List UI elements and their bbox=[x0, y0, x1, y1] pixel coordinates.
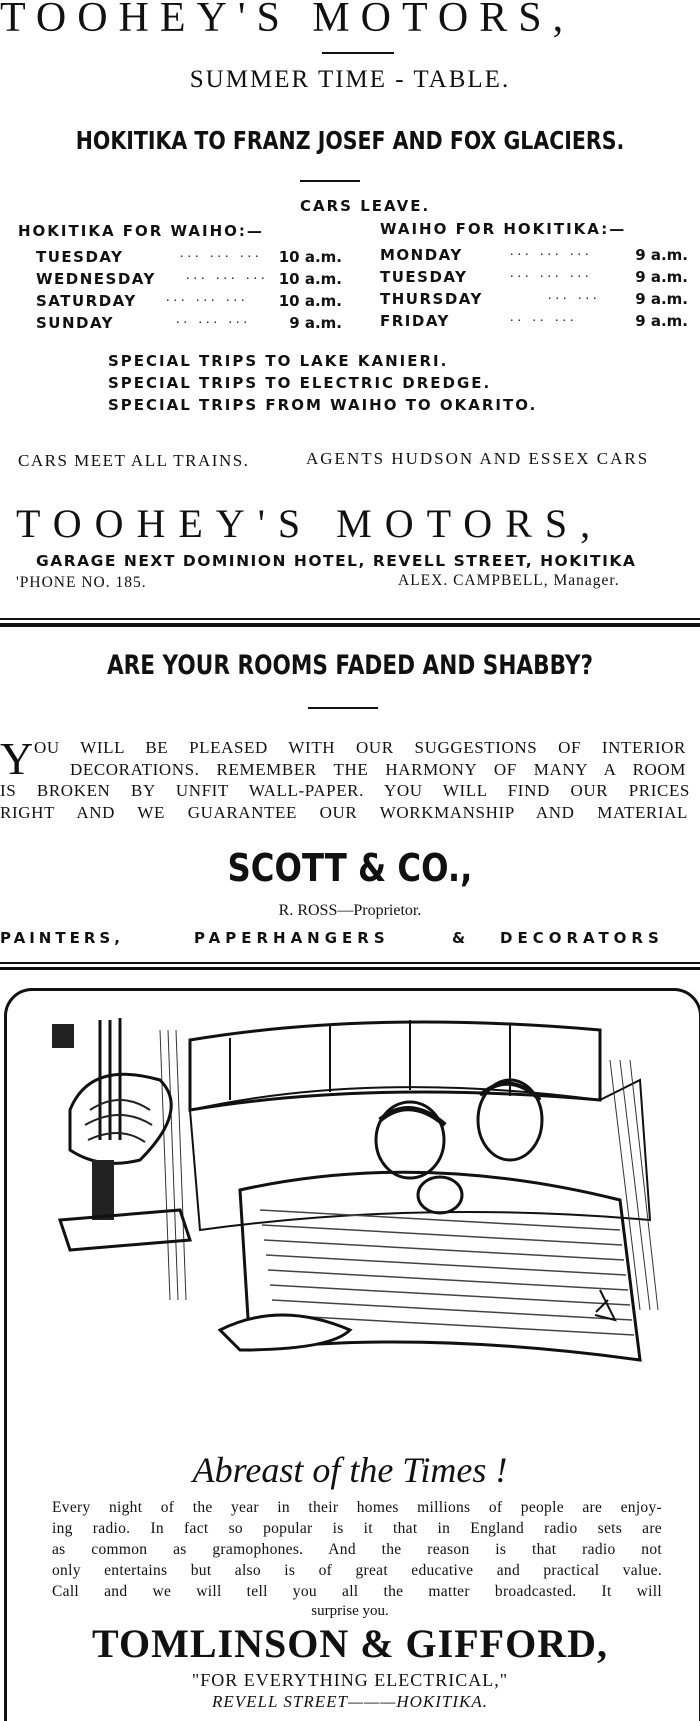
timetable-day: WEDNESDAY bbox=[36, 270, 156, 288]
section-divider bbox=[0, 618, 700, 620]
leader-dots: ... ... ... bbox=[180, 246, 263, 261]
leader-dots: ... ... ... bbox=[166, 290, 249, 305]
rooms-headline: ARE YOUR ROOMS FADED AND SHABBY? bbox=[106, 650, 594, 681]
radio-listeners-illustration bbox=[40, 1000, 680, 1420]
body-line: Every night of the year in their homes millions of people are enjoy- bbox=[52, 1499, 662, 1516]
timetable-day: SATURDAY bbox=[36, 292, 137, 310]
body-line-last: surprise you. bbox=[311, 1603, 389, 1619]
body-line: RIGHT AND WE GUARANTEE OUR WORKMANSHIP AND MATERIAL bbox=[0, 803, 688, 822]
leader-dots: ... ... ... bbox=[510, 266, 593, 281]
cars-leave-heading: CARS LEAVE. bbox=[300, 197, 431, 215]
trade-label: DECORATORS bbox=[500, 929, 664, 947]
leader-dots: .. ... ... bbox=[176, 312, 251, 327]
body-line: ing radio. In fact so popular is it that in England radio sets are bbox=[52, 1520, 662, 1537]
body-line: only entertains but also is of great educative and practical value. bbox=[52, 1562, 662, 1579]
timetable-time: 10 a.m. bbox=[278, 248, 342, 266]
divider bbox=[308, 707, 378, 709]
proprietor-line: R. ROSS—Proprietor. bbox=[278, 902, 422, 919]
phone-number: 'PHONE NO. 185. bbox=[16, 574, 147, 591]
garage-address: GARAGE NEXT DOMINION HOTEL, REVELL STREET, HOKITIKA bbox=[36, 552, 637, 570]
tomlinson-headline: Abreast of the Times ! bbox=[192, 1450, 508, 1490]
body-line: DECORATIONS. REMEMBER THE HARMONY OF MANY A ROOM bbox=[70, 760, 686, 779]
trade-label: PAPERHANGERS bbox=[194, 929, 390, 947]
timetable-time: 9 a.m. bbox=[289, 314, 342, 332]
agents-note: AGENTS HUDSON AND ESSEX CARS bbox=[306, 449, 650, 468]
body-line: as common as gramophones. And the reason is that radio not bbox=[52, 1541, 662, 1558]
cars-meet-note: CARS MEET ALL TRAINS. bbox=[18, 451, 250, 470]
body-line: Call and we will tell you all the matter broadcasted. It will bbox=[52, 1583, 662, 1600]
special-trip: SPECIAL TRIPS TO LAKE KANIERI. bbox=[108, 352, 449, 370]
toohey-masthead: TOOHEY'S MOTORS, bbox=[0, 0, 575, 41]
special-trip: SPECIAL TRIPS TO ELECTRIC DREDGE. bbox=[108, 374, 492, 392]
timetable-subtitle: SUMMER TIME - TABLE. bbox=[189, 66, 511, 93]
tomlinson-firm-name: TOMLINSON & GIFFORD, bbox=[92, 1621, 608, 1666]
timetable-day: SUNDAY bbox=[36, 314, 115, 332]
divider bbox=[300, 180, 360, 182]
right-column-heading: WAIHO FOR HOKITIKA:— bbox=[380, 220, 627, 238]
timetable-day: TUESDAY bbox=[36, 248, 124, 266]
divider bbox=[322, 52, 394, 54]
body-line: OU WILL BE PLEASED WITH OUR SUGGESTIONS OF INTERIOR bbox=[34, 738, 686, 757]
trade-label: PAINTERS, bbox=[0, 929, 124, 947]
timetable-time: 10 a.m. bbox=[278, 292, 342, 310]
timetable-time: 9 a.m. bbox=[635, 268, 688, 286]
special-trip: SPECIAL TRIPS FROM WAIHO TO OKARITO. bbox=[108, 396, 538, 414]
leader-dots: ... ... ... bbox=[510, 244, 593, 259]
timetable-day: THURSDAY bbox=[380, 290, 483, 308]
left-column-heading: HOKITIKA FOR WAIHO:— bbox=[18, 222, 264, 240]
leader-dots: .. .. ... bbox=[510, 310, 578, 325]
timetable-time: 9 a.m. bbox=[635, 246, 688, 264]
toohey-masthead-repeat: TOOHEY'S MOTORS, bbox=[16, 501, 604, 546]
scott-firm-name: SCOTT & CO., bbox=[227, 846, 473, 890]
street-address: REVELL STREET———HOKITIKA. bbox=[212, 1692, 488, 1711]
section-divider bbox=[0, 967, 700, 970]
timetable-day: FRIDAY bbox=[380, 312, 450, 330]
timetable-day: TUESDAY bbox=[380, 268, 468, 286]
slogan: "FOR EVERYTHING ELECTRICAL," bbox=[191, 1670, 509, 1690]
manager-name: ALEX. CAMPBELL, Manager. bbox=[398, 572, 620, 589]
leader-dots: ... ... bbox=[548, 288, 601, 303]
trade-label: & bbox=[452, 929, 466, 947]
timetable-time: 9 a.m. bbox=[635, 312, 688, 330]
picture-frame-icon bbox=[52, 1024, 74, 1048]
route-heading: HOKITIKA TO FRANZ JOSEF AND FOX GLACIERS. bbox=[75, 126, 625, 155]
timetable-time: 10 a.m. bbox=[278, 270, 342, 288]
leader-dots: ... ... ... bbox=[186, 268, 269, 283]
artist-monogram bbox=[595, 1290, 615, 1320]
timetable-time: 9 a.m. bbox=[635, 290, 688, 308]
section-divider bbox=[0, 962, 700, 964]
body-line: IS BROKEN BY UNFIT WALL-PAPER. YOU WILL FIND OUR PRICES bbox=[0, 781, 690, 800]
drop-cap: Y bbox=[0, 733, 34, 784]
section-divider bbox=[0, 623, 700, 627]
timetable-day: MONDAY bbox=[380, 246, 463, 264]
